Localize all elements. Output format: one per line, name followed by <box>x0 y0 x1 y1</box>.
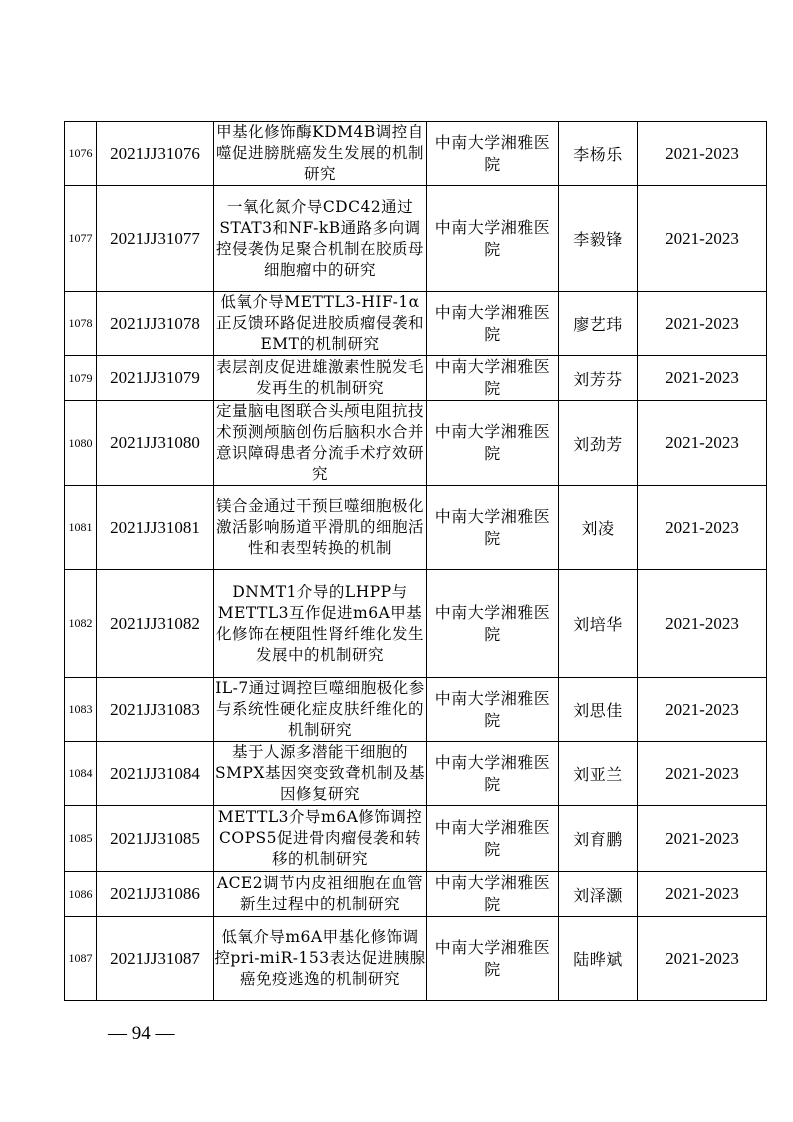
table-row <box>65 872 767 917</box>
project-title-cell: 表层剖皮促进雄激素性脱发毛发再生的机制研究 <box>214 356 427 401</box>
project-title-cell: 低氧介导METTL3-HIF-1α正反馈环路促进胶质瘤侵袭和EMT的机制研究 <box>214 292 427 356</box>
project-period-cell: 2021-2023 <box>638 570 767 678</box>
table-row <box>65 570 767 678</box>
row-number-cell: 1087 <box>65 917 97 1001</box>
row-number-cell: 1081 <box>65 486 97 570</box>
project-period-cell: 2021-2023 <box>638 806 767 872</box>
table-row <box>65 678 767 742</box>
project-code-cell: 2021JJ31084 <box>97 742 214 806</box>
project-title-cell: ACE2调节内皮祖细胞在血管新生过程中的机制研究 <box>214 872 427 917</box>
project-title-cell: IL-7通过调控巨噬细胞极化参与系统性硬化症皮肤纤维化的机制研究 <box>214 678 427 742</box>
project-title-cell: 镁合金通过干预巨噬细胞极化激活影响肠道平滑肌的细胞活性和表型转换的机制 <box>214 486 427 570</box>
principal-investigator-cell: 刘育鹏 <box>559 806 638 872</box>
institution-cell: 中南大学湘雅医院 <box>427 356 559 401</box>
page-number: — 94 — <box>108 1023 175 1044</box>
table-row <box>65 806 767 872</box>
principal-investigator-cell: 刘凌 <box>559 486 638 570</box>
project-period-cell: 2021-2023 <box>638 917 767 1001</box>
project-title-cell: METTL3介导m6A修饰调控COPS5促进骨肉瘤侵袭和转移的机制研究 <box>214 806 427 872</box>
institution-cell: 中南大学湘雅医院 <box>427 742 559 806</box>
project-code-cell: 2021JJ31078 <box>97 292 214 356</box>
institution-cell: 中南大学湘雅医院 <box>427 186 559 292</box>
principal-investigator-cell: 李毅锋 <box>559 186 638 292</box>
row-number-cell: 1085 <box>65 806 97 872</box>
project-code-cell: 2021JJ31077 <box>97 186 214 292</box>
principal-investigator-cell: 李杨乐 <box>559 122 638 186</box>
project-title-cell: 定量脑电图联合头颅电阻抗技术预测颅脑创伤后脑积水合并意识障碍患者分流手术疗效研究 <box>214 401 427 486</box>
principal-investigator-cell: 刘亚兰 <box>559 742 638 806</box>
project-code-cell: 2021JJ31081 <box>97 486 214 570</box>
institution-cell: 中南大学湘雅医院 <box>427 678 559 742</box>
project-period-cell: 2021-2023 <box>638 678 767 742</box>
institution-cell: 中南大学湘雅医院 <box>427 917 559 1001</box>
project-code-cell: 2021JJ31082 <box>97 570 214 678</box>
institution-cell: 中南大学湘雅医院 <box>427 806 559 872</box>
project-code-cell: 2021JJ31085 <box>97 806 214 872</box>
table-row <box>65 917 767 1001</box>
principal-investigator-cell: 刘培华 <box>559 570 638 678</box>
project-title-cell: 低氧介导m6A甲基化修饰调控pri-miR-153表达促进胰腺癌免疫逃逸的机制研究 <box>214 917 427 1001</box>
institution-cell: 中南大学湘雅医院 <box>427 486 559 570</box>
project-period-cell: 2021-2023 <box>638 872 767 917</box>
row-number-cell: 1079 <box>65 356 97 401</box>
project-code-cell: 2021JJ31087 <box>97 917 214 1001</box>
project-code-cell: 2021JJ31086 <box>97 872 214 917</box>
project-period-cell: 2021-2023 <box>638 401 767 486</box>
project-title-cell: 甲基化修饰酶KDM4B调控自噬促进膀胱癌发生发展的机制研究 <box>214 122 427 186</box>
project-period-cell: 2021-2023 <box>638 122 767 186</box>
table-row <box>65 742 767 806</box>
institution-cell: 中南大学湘雅医院 <box>427 401 559 486</box>
principal-investigator-cell: 陆晔斌 <box>559 917 638 1001</box>
row-number-cell: 1084 <box>65 742 97 806</box>
table-row <box>65 356 767 401</box>
principal-investigator-cell: 廖艺玮 <box>559 292 638 356</box>
table-row <box>65 122 767 186</box>
project-period-cell: 2021-2023 <box>638 356 767 401</box>
project-title-cell: 基于人源多潜能干细胞的SMPX基因突变致聋机制及基因修复研究 <box>214 742 427 806</box>
institution-cell: 中南大学湘雅医院 <box>427 122 559 186</box>
row-number-cell: 1082 <box>65 570 97 678</box>
institution-cell: 中南大学湘雅医院 <box>427 872 559 917</box>
project-code-cell: 2021JJ31079 <box>97 356 214 401</box>
project-code-cell: 2021JJ31083 <box>97 678 214 742</box>
project-title-cell: DNMT1介导的LHPP与METTL3互作促进m6A甲基化修饰在梗阻性肾纤维化发生发展中的机制研究 <box>214 570 427 678</box>
project-code-cell: 2021JJ31076 <box>97 122 214 186</box>
institution-cell: 中南大学湘雅医院 <box>427 292 559 356</box>
row-number-cell: 1076 <box>65 122 97 186</box>
table-row <box>65 292 767 356</box>
principal-investigator-cell: 刘思佳 <box>559 678 638 742</box>
institution-cell: 中南大学湘雅医院 <box>427 570 559 678</box>
project-period-cell: 2021-2023 <box>638 292 767 356</box>
project-table-body <box>65 122 767 1001</box>
principal-investigator-cell: 刘泽灏 <box>559 872 638 917</box>
table-row <box>65 486 767 570</box>
project-table <box>64 121 767 1001</box>
table-row <box>65 401 767 486</box>
row-number-cell: 1077 <box>65 186 97 292</box>
row-number-cell: 1078 <box>65 292 97 356</box>
row-number-cell: 1080 <box>65 401 97 486</box>
project-code-cell: 2021JJ31080 <box>97 401 214 486</box>
project-period-cell: 2021-2023 <box>638 186 767 292</box>
row-number-cell: 1083 <box>65 678 97 742</box>
project-period-cell: 2021-2023 <box>638 742 767 806</box>
principal-investigator-cell: 刘劲芳 <box>559 401 638 486</box>
table-row <box>65 186 767 292</box>
row-number-cell: 1086 <box>65 872 97 917</box>
project-period-cell: 2021-2023 <box>638 486 767 570</box>
project-title-cell: 一氧化氮介导CDC42通过STAT3和NF-kB通路多向调控侵袭伪足聚合机制在胶质母细胞瘤中的研究 <box>214 186 427 292</box>
principal-investigator-cell: 刘芳芬 <box>559 356 638 401</box>
